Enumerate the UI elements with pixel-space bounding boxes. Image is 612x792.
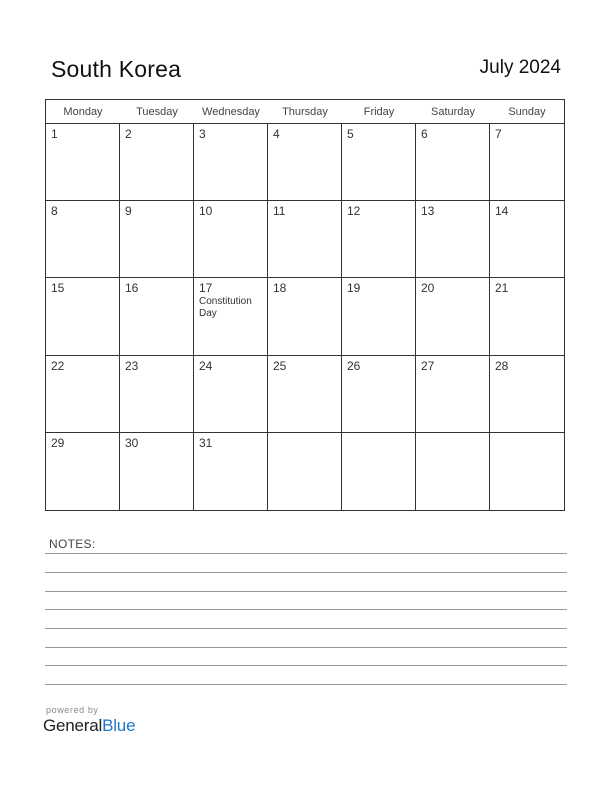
day-number: 2 [125,127,132,141]
note-line [45,628,567,629]
weekday-header: Wednesday [194,100,268,124]
calendar-grid [45,99,565,511]
day-cell [416,201,490,278]
holiday-label: Constitution Day [199,296,252,320]
note-line [45,591,567,592]
day-number: 12 [347,204,361,219]
day-number: 27 [421,358,435,373]
day-number: 15 [51,281,65,296]
day-cell [194,124,268,201]
day-cell [416,356,490,433]
day-cell [120,278,194,355]
notes-label: NOTES: [49,537,96,551]
day-cell [416,433,490,510]
day-number: 8 [51,204,58,219]
note-line [45,572,567,573]
note-line [45,647,567,648]
day-number: 19 [347,281,361,296]
day-cell [194,201,268,278]
day-number: 23 [125,358,139,373]
day-cell [342,278,416,355]
day-number: 21 [495,281,509,296]
day-number: 4 [273,127,280,141]
day-cell [268,201,342,278]
day-cell [490,356,564,433]
day-cell [120,433,194,510]
day-number: 10 [199,204,213,219]
weekday-header: Tuesday [120,100,194,124]
day-number: 22 [51,358,65,373]
day-cell [46,433,120,510]
day-cell [416,278,490,355]
day-cell [342,124,416,201]
day-number: 29 [51,435,65,450]
weekday-header: Sunday [490,100,564,124]
day-cell [342,433,416,510]
day-number: 9 [125,204,132,219]
powered-by-text: powered by [46,705,99,715]
logo-general-text: General [43,716,103,735]
generalblue-logo [43,716,135,736]
logo-blue-text: Blue [102,716,136,735]
day-number: 25 [273,358,287,373]
day-cell [120,124,194,201]
weekday-header: Friday [342,100,416,124]
day-number: 1 [51,127,58,141]
month-title: July 2024 [479,57,561,78]
day-number: 31 [199,435,213,450]
day-cell [46,356,120,433]
day-number: 6 [421,127,428,141]
weekday-header: Saturday [416,100,490,124]
day-cell [416,124,490,201]
day-number: 16 [125,281,139,296]
note-line [45,609,567,610]
day-number: 7 [495,127,502,141]
day-cell [120,356,194,433]
day-cell [342,356,416,433]
day-cell [120,201,194,278]
country-title: South Korea [51,56,182,82]
day-cell [46,201,120,278]
day-cell [268,433,342,510]
day-cell [490,433,564,510]
weekday-header: Monday [46,100,120,124]
day-cell [194,278,268,355]
day-cell [268,356,342,433]
note-line [45,553,567,554]
day-number: 17 [199,281,213,296]
day-cell [490,124,564,201]
day-cell [490,201,564,278]
day-number: 5 [347,127,354,141]
day-number: 30 [125,435,139,450]
day-number: 26 [347,358,361,373]
day-cell [268,124,342,201]
weekday-header: Thursday [268,100,342,124]
note-line [45,684,567,685]
day-number: 28 [495,358,509,373]
day-number: 11 [273,204,286,219]
day-cell [46,278,120,355]
day-cell [46,124,120,201]
day-number: 20 [421,281,435,296]
day-cell [194,356,268,433]
day-cell [342,201,416,278]
day-number: 3 [199,127,206,141]
day-number: 18 [273,281,287,296]
day-cell [194,433,268,510]
day-number: 14 [495,204,509,219]
day-number: 24 [199,358,213,373]
note-line [45,665,567,666]
day-number: 13 [421,204,435,219]
day-cell [268,278,342,355]
day-cell [490,278,564,355]
